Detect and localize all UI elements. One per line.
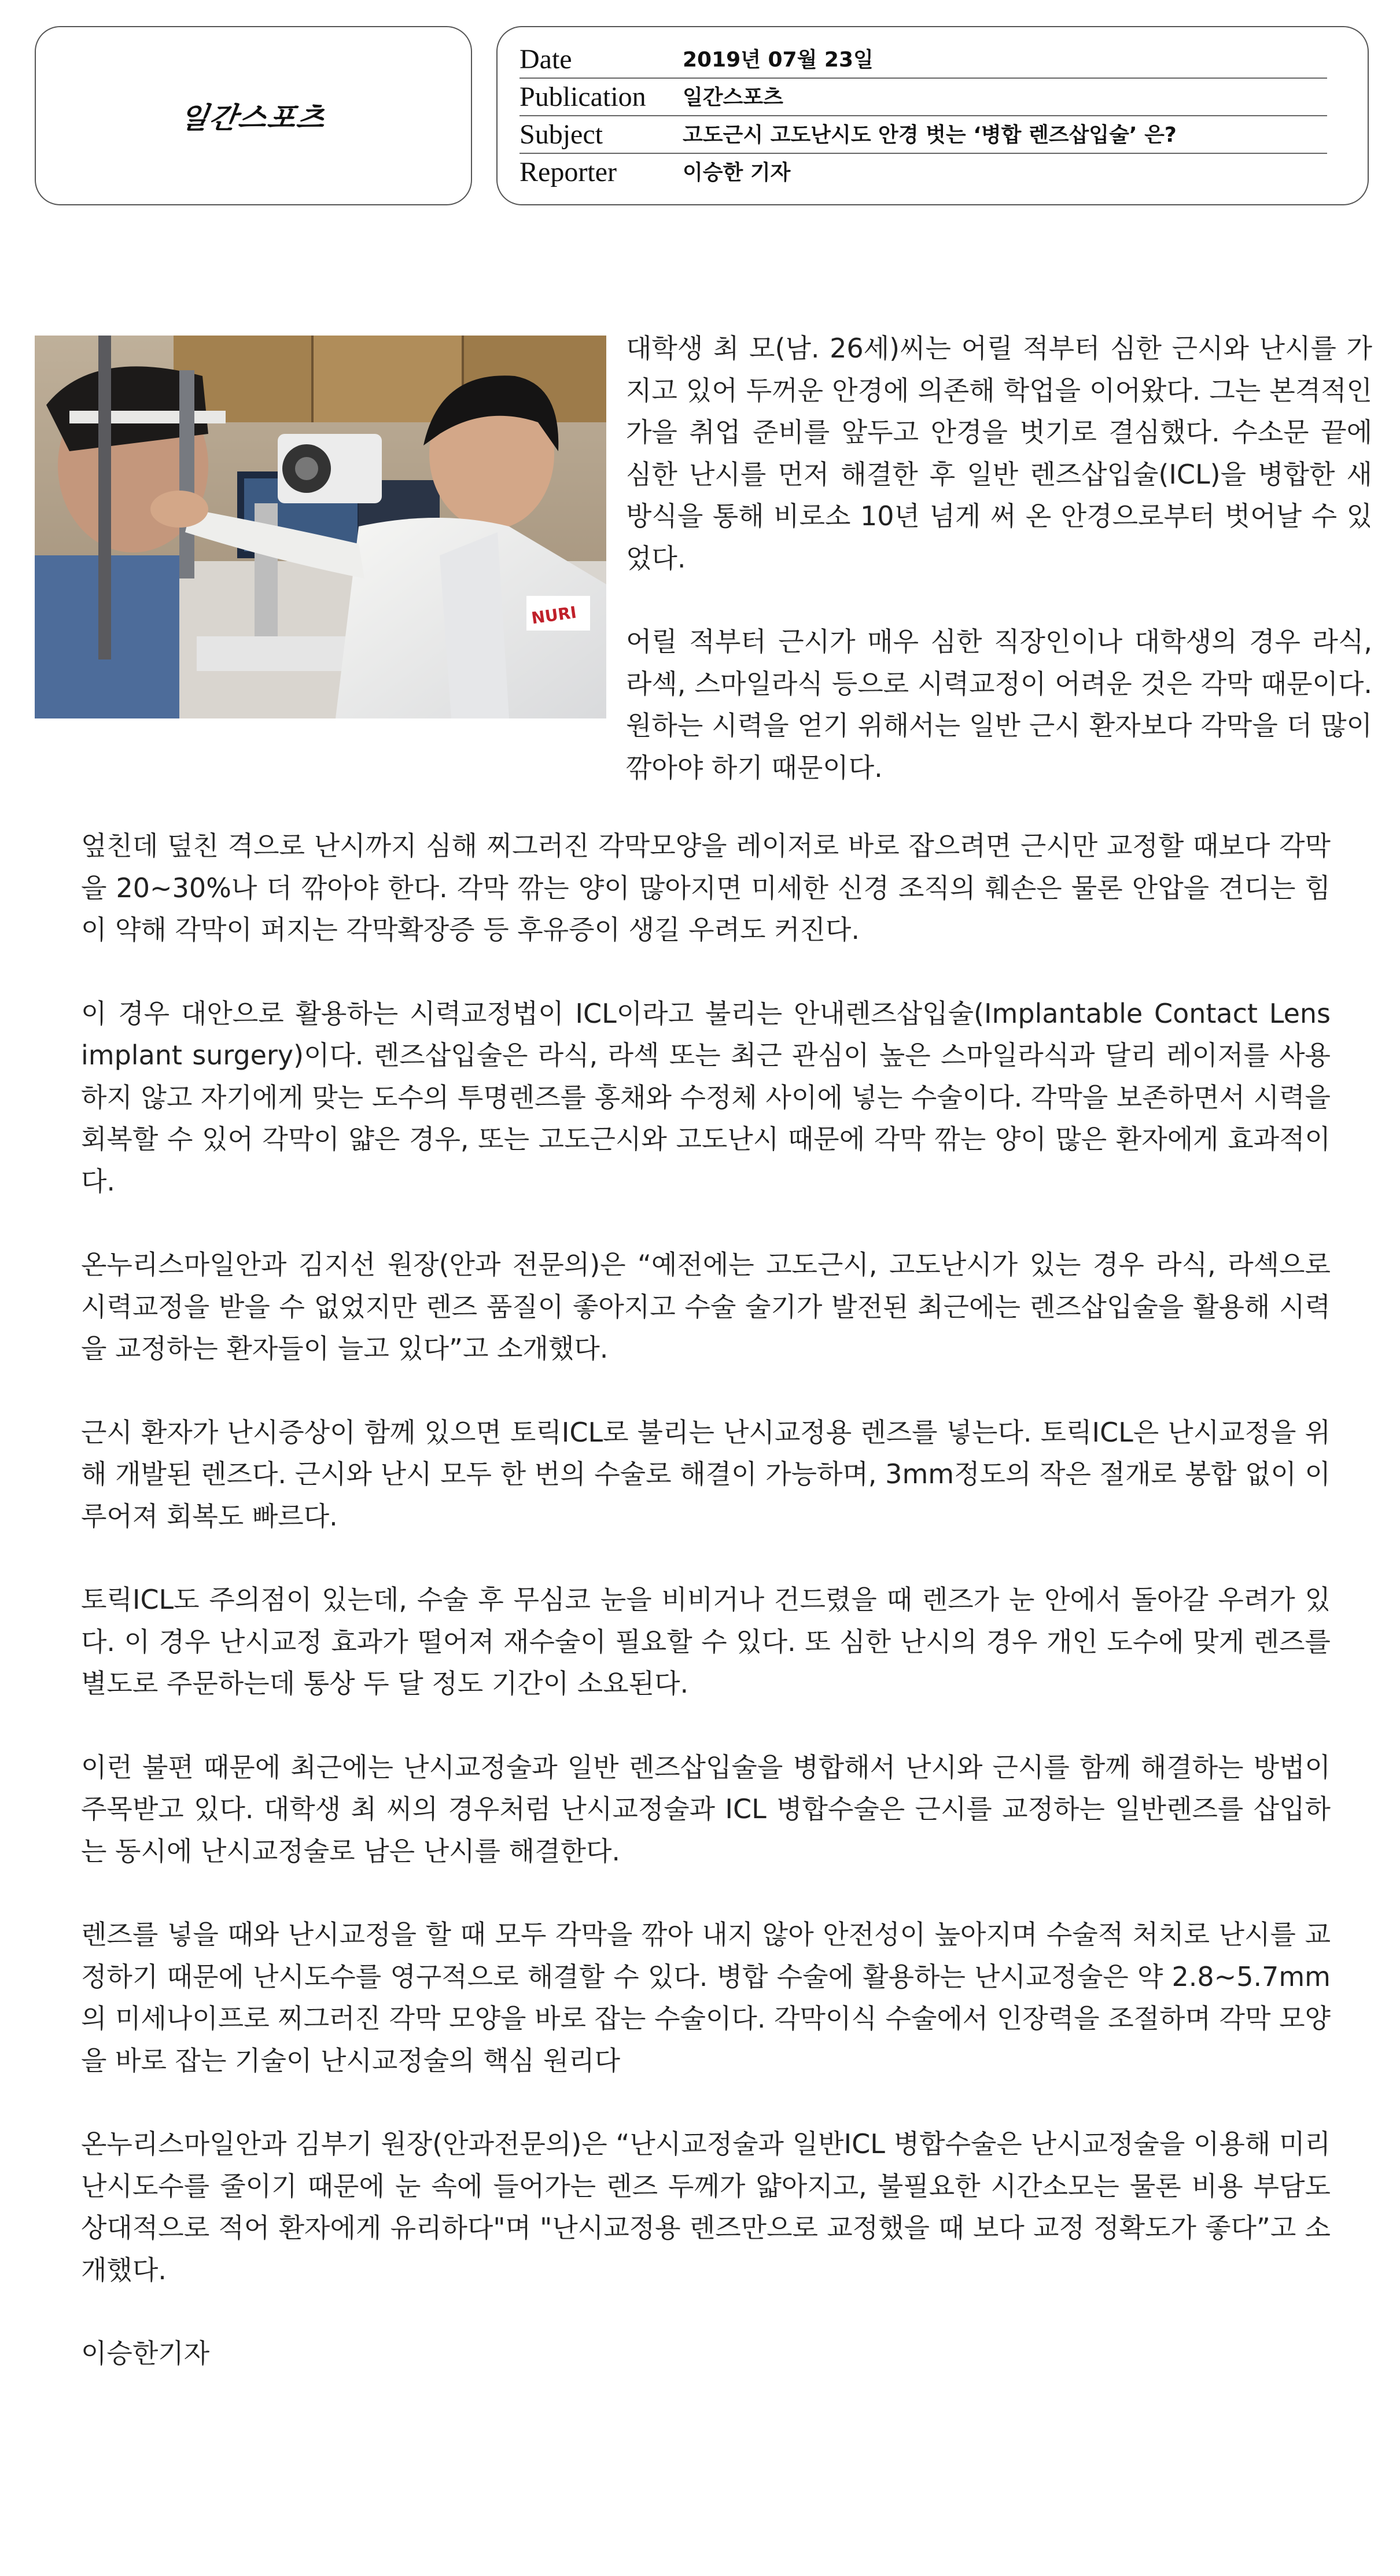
body-paragraph: 엎친데 덮친 격으로 난시까지 심해 찌그러진 각막모양을 레이저로 바로 잡으려면 근시만 교정할 때보다 각막을 20~30%나 더 깎아야 한다. 각막 깎는 양이 많아지면 미세한 신경 조직의 훼손은 물론 안압을 견디는 힘이 약해 각막이 퍼지는 각막확장증 등 후유증이 생길 우려도 커진다.: [81, 830, 1331, 945]
article-byline: 이승한기자: [81, 2338, 210, 2369]
meta-label: Reporter: [520, 157, 617, 187]
lead-paragraph: 대학생 최 모(남. 26세)씨는 어릴 적부터 심한 근시와 난시를 가지고 있어 두꺼운 안경에 의존해 학업을 이어왔다. 그는 본격적인 가을 취업 준비를 앞두고 안경을 벗기로 결심했다. 수소문 끝에 심한 난시를 먼저 해결한 후 일반 렌즈삽입술(ICL)을 병합한 새 방식을 통해 비로소 10년 넘게 써 온 안경으로부터 벗어날 수 있었다.: [626, 333, 1372, 574]
meta-value-subject: 고도근시 고도난시도 안경 벗는 ‘병합 렌즈삽입술’ 은?: [683, 123, 1177, 147]
body-paragraph: 근시 환자가 난시증상이 함께 있으면 토릭ICL로 불리는 난시교정용 렌즈를 넣는다. 토릭ICL은 난시교정을 위해 개발된 렌즈다. 근시와 난시 모두 한 번의 수술로 해결이 가능하며, 3mm정도의 작은 절개로 봉합 없이 이루어져 회복도 빠르다.: [81, 1416, 1331, 1532]
article-photo: [35, 336, 606, 718]
article-metadata-box: [496, 26, 1369, 205]
article-lead: [626, 327, 1372, 830]
body-paragraph: 이 경우 대안으로 활용하는 시력교정법이 ICL이라고 불리는 안내렌즈삽입술(Implantable Contact Lens implant surgery)이다. 렌즈삽입술은 라식, 라섹 또는 최근 관심이 높은 스마일라식과 달리 레이저를 사용하지 않고 자기에게 맞는 도수의 투명렌즈를 홍채와 수정체 사이에 넣는 수술이다. 각막을 보존하면서 시력을 회복할 수 있어 각막이 얇은 경우, 또는 고도근시와 고도난시 때문에 각막 깎는 양이 많은 환자에게 효과적이다.: [81, 997, 1331, 1197]
meta-row-subject: [520, 115, 1327, 154]
meta-label: Publication: [520, 82, 646, 112]
meta-label: Date: [520, 44, 572, 75]
body-paragraph: 온누리스마일안과 김지선 원장(안과 전문의)은 “예전에는 고도근시, 고도난시가 있는 경우 라식, 라섹으로 시력교정을 받을 수 없었지만 렌즈 품질이 좋아지고 수술 술기가 발전된 최근에는 렌즈삽입술을 활용해 시력을 교정하는 환자들이 늘고 있다”고 소개했다.: [81, 1249, 1331, 1364]
meta-row-date: [520, 40, 1327, 79]
gown-logo-text: NURI: [530, 602, 578, 628]
lead-paragraph: 어릴 적부터 근시가 매우 심한 직장인이나 대학생의 경우 라식, 라섹, 스마일라식 등으로 시력교정이 어려운 것은 각막 때문이다. 원하는 시력을 얻기 위해서는 일반 근시 환자보다 각막을 더 많이 깎아야 하기 때문이다.: [626, 626, 1372, 783]
body-paragraph: 렌즈를 넣을 때와 난시교정을 할 때 모두 각막을 깎아 내지 않아 안전성이 높아지며 수술적 처치로 난시를 교정하기 때문에 난시도수를 영구적으로 해결할 수 있다. 병합 수술에 활용하는 난시교정술은 약 2.8~5.7mm의 미세나이프로 찌그러진 각막 모양을 바로 잡는 수술이다. 각막이식 수술에서 인장력을 조절하며 각막 모양을 바로 잡는 기술이 난시교정술의 핵심 원리다: [81, 1919, 1331, 2076]
eye-exam-illustration: [35, 336, 606, 718]
body-paragraph: 이런 불편 때문에 최근에는 난시교정술과 일반 렌즈삽입술을 병합해서 난시와 근시를 함께 해결하는 방법이 주목받고 있다. 대학생 최 씨의 경우처럼 난시교정술과 ICL 병합수술은 근시를 교정하는 일반렌즈를 삽입하는 동시에 난시교정술로 남은 난시를 해결한다.: [81, 1751, 1331, 1867]
meta-label: Subject: [520, 119, 603, 150]
publication-logo-box: [35, 26, 472, 205]
meta-value-publication: 일간스포츠: [683, 86, 783, 109]
body-paragraph: 온누리스마일안과 김부기 원장(안과전문의)은 “난시교정술과 일반ICL 병합수술은 난시교정술을 이용해 미리 난시도수를 줄이기 때문에 눈 속에 들어가는 렌즈 두께가 얇아지고, 불필요한 시간소모는 물론 비용 부담도 상대적으로 적어 환자에게 유리하다"며 "난시교정용 렌즈만으로 교정했을 때 보다 교정 정확도가 좋다”고 소개했다.: [81, 2128, 1331, 2286]
article-body: [81, 825, 1331, 2416]
meta-row-publication: [520, 78, 1327, 116]
meta-value-date: 2019년 07월 23일: [683, 48, 874, 72]
meta-row-reporter: [520, 153, 1327, 190]
publication-logo: 일간스포츠: [178, 101, 329, 135]
meta-value-reporter: 이승한 기자: [683, 161, 791, 185]
body-paragraph: 토릭ICL도 주의점이 있는데, 수술 후 무심코 눈을 비비거나 건드렸을 때 렌즈가 눈 안에서 돌아갈 우려가 있다. 이 경우 난시교정 효과가 떨어져 재수술이 필요할 수 있다. 또 심한 난시의 경우 개인 도수에 맞게 렌즈를 별도로 주문하는데 통상 두 달 정도 기간이 소요된다.: [81, 1584, 1331, 1699]
